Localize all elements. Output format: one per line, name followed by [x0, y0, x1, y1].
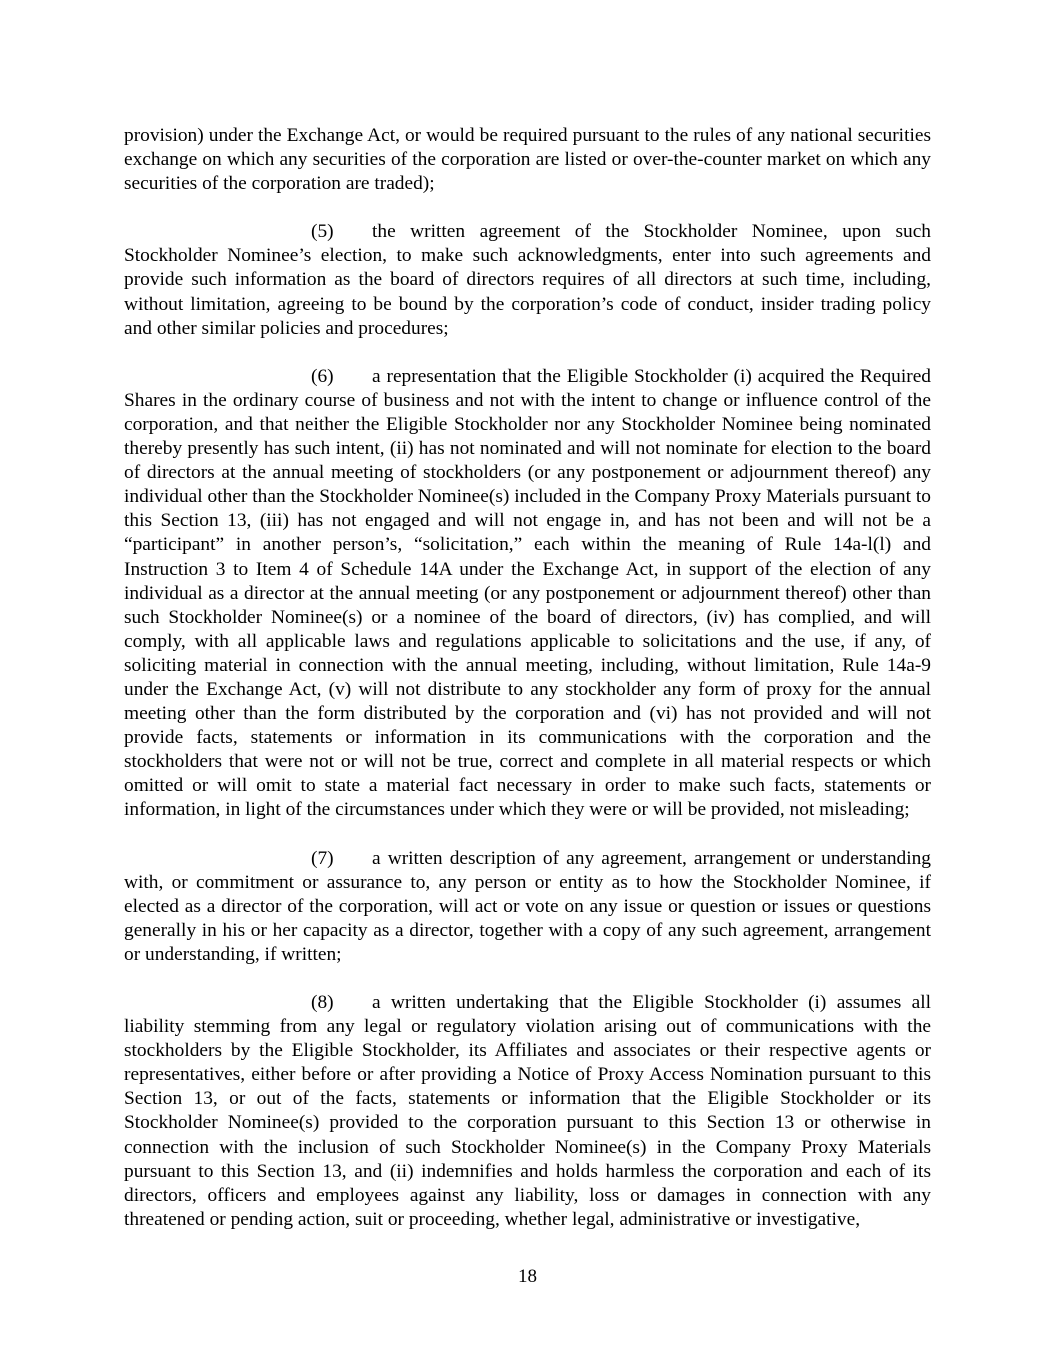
paragraph-text: provision) under the Exchange Act, or would be required pursuant to the rules of any national securities exchange on which any securities of the corporation are listed or over-the-counter market on which any securities of the corporation are traded);	[124, 125, 931, 195]
document-page	[124, 124, 931, 1256]
paragraph-text: a written description of any agreement, arrangement or understanding with, or commitment or assurance to, any person or entity as to how the Stockholder Nominee, if elected as a director of the corporation, will act or vote on any issue or question or issues or questions generally in his or her capacity as a director, together with a copy of any such agreement, arrangement or understanding, if written;	[124, 847, 931, 965]
item-number: (6)	[311, 365, 334, 387]
page-number: 18	[518, 1266, 537, 1287]
paragraph-text: the written agreement of the Stockholder Nominee, upon such Stockholder Nominee’s election, to make such acknowledgments, enter into such agreements and provide such information as the board of directors requires of all directors at such time, including, without limitation, agreeing to be bound by the corporation’s code of conduct, insider trading policy and other similar policies and procedures;	[124, 221, 931, 339]
item-number: (8)	[311, 992, 334, 1013]
paragraph-item-5	[124, 220, 931, 340]
paragraph-text: a representation that the Eligible Stockholder (i) acquired the Required Shares in the ordinary course of business and not with the intent to change or influence control of the corporation, and that neither the Eligible Stockholder nor any Stockholder Nominee being nominated thereby presently has such intent, (ii) has not nominated and will not nominate for election to the board of directors at the annual meeting of stockholders (or any postponement or adjournment thereof) any individual other than the Stockholder Nominee(s) included in the Company Proxy Materials pursuant to this Section 13, (iii) has not engaged and will not engage in, and has not been and will not be a “participant” in another person’s, “solicitation,” each within the meaning of Rule 14a-l(l) and Instruction 3 to Item 4 of Schedule 14A under the Exchange Act, in support of the election of any individual as a director at the annual meeting (or any postponement or adjournment thereof) other than such Stockholder Nominee(s) or a nominee of the board of directors, (iv) has complied, and will comply, with all applicable laws and regulations applicable to solicitations and the use, if any, of soliciting material in connection with the annual meeting, including, without limitation, Rule 14a-9 under the Exchange Act, (v) will not distribute to any stockholder any form of proxy for the annual meeting other than the form distributed by the corporation and (vi) has not provided and will not provide facts, statements or information in its communications with the corporation and the stockholders that were not or will not be true, correct and complete in all material respects or which omitted or will omit to state a material fact necessary in order to make such facts, statements or information, in light of the circumstances under which they were or will be provided, not misleading;	[124, 365, 931, 821]
item-number: (7)	[311, 847, 334, 869]
paragraph-item-8	[124, 991, 931, 1232]
paragraph-item-6	[124, 365, 931, 823]
paragraph-text: a written undertaking that the Eligible Stockholder (i) assumes all liability stemming from any legal or regulatory violation arising out of communications with the stockholders by the Eligible Stockholder, its Affiliates and associates or their respective agents or representatives, either before or after providing a Notice of Proxy Access Nomination pursuant to this Section 13, or out of the facts, statements or information that the Eligible Stockholder or its Stockholder Nominee(s) provided to the corporation pursuant to this Section 13 or otherwise in connection with the inclusion of such Stockholder Nominee(s) in the Company Proxy Materials pursuant to this Section 13, and (ii) indemnifies and holds harmless the corporation and each of its directors, officers and employees against any liability, loss or damages in connection with any threatened or pending action, suit or proceeding, whether legal, administrative or investigative,	[124, 992, 931, 1230]
paragraph-continuation	[124, 124, 931, 196]
paragraph-item-7	[124, 847, 931, 967]
item-number: (5)	[311, 221, 334, 243]
